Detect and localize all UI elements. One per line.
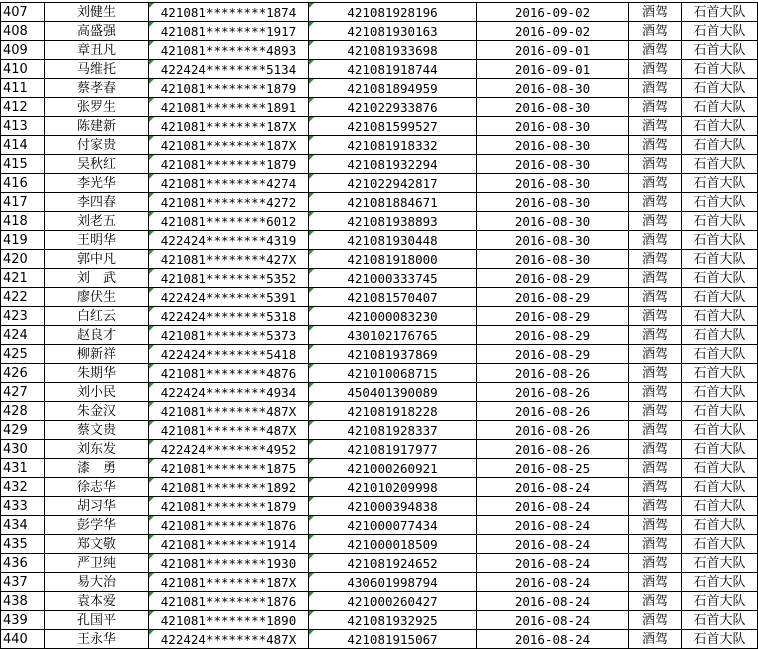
violation-type-cell[interactable]: 酒驾 [629,231,682,250]
unit-cell[interactable]: 石首大队 [682,98,758,117]
license-number-cell[interactable]: 421081928337 [309,421,477,440]
license-number-cell[interactable]: 421081894959 [309,79,477,98]
row-number-cell[interactable]: 411 [1,79,45,98]
date-cell[interactable]: 2016-08-24 [477,554,629,573]
violation-type-cell[interactable]: 酒驾 [629,269,682,288]
violation-type-cell[interactable]: 酒驾 [629,402,682,421]
license-number-cell[interactable]: 421000018509 [309,535,477,554]
date-cell[interactable]: 2016-08-24 [477,573,629,592]
name-cell[interactable]: 蔡文贵 [45,421,149,440]
id-number-cell[interactable]: 421081********1892 [149,478,309,497]
table-row [1,440,758,459]
row-number-cell[interactable]: 436 [1,554,45,573]
date-cell[interactable]: 2016-08-24 [477,592,629,611]
unit-cell[interactable]: 石首大队 [682,592,758,611]
id-number-cell[interactable]: 421081********1875 [149,459,309,478]
table-row [1,136,758,155]
license-number-cell[interactable]: 421081930448 [309,231,477,250]
table-row [1,516,758,535]
name-cell[interactable]: 袁本爱 [45,592,149,611]
name-cell[interactable]: 孔国平 [45,611,149,630]
row-number-cell[interactable]: 438 [1,592,45,611]
date-cell[interactable]: 2016-08-30 [477,155,629,174]
name-cell[interactable]: 陈建新 [45,117,149,136]
date-cell[interactable]: 2016-08-29 [477,288,629,307]
date-cell[interactable]: 2016-08-29 [477,269,629,288]
name-cell[interactable]: 郑文敬 [45,535,149,554]
id-number-cell[interactable]: 421081********5373 [149,326,309,345]
violation-type-cell[interactable]: 酒驾 [629,155,682,174]
row-number-cell[interactable]: 435 [1,535,45,554]
id-number-cell[interactable]: 422424********5391 [149,288,309,307]
name-cell[interactable]: 高盛强 [45,22,149,41]
violation-type-cell[interactable]: 酒驾 [629,592,682,611]
violation-type-cell[interactable]: 酒驾 [629,212,682,231]
unit-cell[interactable]: 石首大队 [682,3,758,22]
unit-cell[interactable]: 石首大队 [682,231,758,250]
id-number-cell[interactable]: 421081********4274 [149,174,309,193]
row-number-cell[interactable]: 430 [1,440,45,459]
table-row [1,573,758,592]
row-number-cell[interactable]: 426 [1,364,45,383]
license-number-cell[interactable]: 421081918228 [309,402,477,421]
row-number-cell[interactable]: 409 [1,41,45,60]
license-number-cell[interactable]: 421081884671 [309,193,477,212]
date-cell[interactable]: 2016-08-30 [477,250,629,269]
id-number-cell[interactable]: 421081********1917 [149,22,309,41]
unit-cell[interactable]: 石首大队 [682,383,758,402]
name-cell[interactable]: 刘健生 [45,3,149,22]
date-cell[interactable]: 2016-08-26 [477,383,629,402]
table-row [1,592,758,611]
unit-cell[interactable]: 石首大队 [682,459,758,478]
unit-cell[interactable]: 石首大队 [682,535,758,554]
id-number-cell[interactable]: 422424********4934 [149,383,309,402]
violation-type-cell[interactable]: 酒驾 [629,60,682,79]
table-row [1,193,758,212]
name-cell[interactable]: 郭中凡 [45,250,149,269]
table-row [1,117,758,136]
violation-type-cell[interactable]: 酒驾 [629,79,682,98]
unit-cell[interactable]: 石首大队 [682,212,758,231]
license-number-cell[interactable]: 421000333745 [309,269,477,288]
unit-cell[interactable]: 石首大队 [682,364,758,383]
violation-type-cell[interactable]: 酒驾 [629,117,682,136]
name-cell[interactable]: 蔡孝春 [45,79,149,98]
license-number-cell[interactable]: 421022942817 [309,174,477,193]
row-number-cell[interactable]: 440 [1,630,45,649]
id-number-cell[interactable]: 422424********487X [149,630,309,649]
license-number-cell[interactable]: 450401390089 [309,383,477,402]
table-row [1,478,758,497]
date-cell[interactable]: 2016-08-30 [477,193,629,212]
table-row [1,22,758,41]
date-cell[interactable]: 2016-08-30 [477,136,629,155]
table-row [1,497,758,516]
license-number-cell[interactable]: 421000260427 [309,592,477,611]
row-number-cell[interactable]: 432 [1,478,45,497]
date-cell[interactable]: 2016-08-24 [477,497,629,516]
name-cell[interactable]: 漆 勇 [45,459,149,478]
date-cell[interactable]: 2016-09-01 [477,41,629,60]
unit-cell[interactable]: 石首大队 [682,307,758,326]
violation-type-cell[interactable]: 酒驾 [629,22,682,41]
violation-type-cell[interactable]: 酒驾 [629,326,682,345]
unit-cell[interactable]: 石首大队 [682,402,758,421]
unit-cell[interactable]: 石首大队 [682,554,758,573]
name-cell[interactable]: 柳新祥 [45,345,149,364]
table-row [1,174,758,193]
name-cell[interactable]: 胡习华 [45,497,149,516]
row-number-cell[interactable]: 420 [1,250,45,269]
spreadsheet-table [0,2,758,649]
date-cell[interactable]: 2016-08-24 [477,516,629,535]
row-number-cell[interactable]: 423 [1,307,45,326]
row-number-cell[interactable]: 408 [1,22,45,41]
name-cell[interactable]: 严卫纯 [45,554,149,573]
violation-type-cell[interactable]: 酒驾 [629,307,682,326]
table-row [1,459,758,478]
table-row [1,383,758,402]
row-number-cell[interactable]: 428 [1,402,45,421]
violation-type-cell[interactable]: 酒驾 [629,459,682,478]
name-cell[interactable]: 廖伏生 [45,288,149,307]
unit-cell[interactable]: 石首大队 [682,440,758,459]
violation-type-cell[interactable]: 酒驾 [629,41,682,60]
table-row [1,98,758,117]
date-cell[interactable]: 2016-08-26 [477,421,629,440]
license-number-cell[interactable]: 421000077434 [309,516,477,535]
date-cell[interactable]: 2016-08-29 [477,307,629,326]
row-number-cell[interactable]: 422 [1,288,45,307]
unit-cell[interactable]: 石首大队 [682,136,758,155]
violation-type-cell[interactable]: 酒驾 [629,364,682,383]
violation-type-cell[interactable]: 酒驾 [629,535,682,554]
license-number-cell[interactable]: 421081938893 [309,212,477,231]
unit-cell[interactable]: 石首大队 [682,630,758,649]
unit-cell[interactable]: 石首大队 [682,60,758,79]
name-cell[interactable]: 马维托 [45,60,149,79]
name-cell[interactable]: 刘小民 [45,383,149,402]
violation-type-cell[interactable]: 酒驾 [629,288,682,307]
name-cell[interactable]: 彭学华 [45,516,149,535]
date-cell[interactable]: 2016-08-30 [477,79,629,98]
violation-type-cell[interactable]: 酒驾 [629,440,682,459]
id-number-cell[interactable]: 421081********487X [149,402,309,421]
id-number-cell[interactable]: 421081********1879 [149,497,309,516]
id-number-cell[interactable]: 421081********4893 [149,41,309,60]
date-cell[interactable]: 2016-08-25 [477,459,629,478]
row-number-cell[interactable]: 416 [1,174,45,193]
table-row [1,250,758,269]
table-row [1,231,758,250]
license-number-cell[interactable]: 421000083230 [309,307,477,326]
date-cell[interactable]: 2016-08-24 [477,478,629,497]
violation-type-cell[interactable]: 酒驾 [629,497,682,516]
license-number-cell[interactable]: 421000260921 [309,459,477,478]
table-row [1,345,758,364]
date-cell[interactable]: 2016-08-30 [477,174,629,193]
id-number-cell[interactable]: 421081********1890 [149,611,309,630]
id-number-cell[interactable]: 421081********1876 [149,592,309,611]
date-cell[interactable]: 2016-09-01 [477,60,629,79]
table-row [1,421,758,440]
table-row [1,307,758,326]
unit-cell[interactable]: 石首大队 [682,174,758,193]
row-number-cell[interactable]: 410 [1,60,45,79]
unit-cell[interactable]: 石首大队 [682,193,758,212]
table-row [1,611,758,630]
id-number-cell[interactable]: 421081********4272 [149,193,309,212]
unit-cell[interactable]: 石首大队 [682,573,758,592]
date-cell[interactable]: 2016-09-02 [477,22,629,41]
unit-cell[interactable]: 石首大队 [682,22,758,41]
violation-type-cell[interactable]: 酒驾 [629,136,682,155]
name-cell[interactable]: 易大治 [45,573,149,592]
name-cell[interactable]: 付家贵 [45,136,149,155]
license-number-cell[interactable]: 430601998794 [309,573,477,592]
violation-type-cell[interactable]: 酒驾 [629,3,682,22]
license-number-cell[interactable]: 421010209998 [309,478,477,497]
violation-type-cell[interactable]: 酒驾 [629,250,682,269]
unit-cell[interactable]: 石首大队 [682,516,758,535]
table-row [1,535,758,554]
id-number-cell[interactable]: 421081********1879 [149,155,309,174]
license-number-cell[interactable]: 421081599527 [309,117,477,136]
unit-cell[interactable]: 石首大队 [682,497,758,516]
row-number-cell[interactable]: 414 [1,136,45,155]
name-cell[interactable]: 吴秋红 [45,155,149,174]
violation-type-cell[interactable]: 酒驾 [629,174,682,193]
license-number-cell[interactable]: 421081930163 [309,22,477,41]
row-number-cell[interactable]: 421 [1,269,45,288]
name-cell[interactable]: 张罗生 [45,98,149,117]
date-cell[interactable]: 2016-08-30 [477,117,629,136]
violation-type-cell[interactable]: 酒驾 [629,516,682,535]
row-number-cell[interactable]: 431 [1,459,45,478]
unit-cell[interactable]: 石首大队 [682,41,758,60]
license-number-cell[interactable]: 421081915067 [309,630,477,649]
row-number-cell[interactable]: 419 [1,231,45,250]
id-number-cell[interactable]: 421081********187X [149,573,309,592]
name-cell[interactable]: 王明华 [45,231,149,250]
id-number-cell[interactable]: 422424********5418 [149,345,309,364]
name-cell[interactable]: 刘 武 [45,269,149,288]
table-body [1,3,758,649]
unit-cell[interactable]: 石首大队 [682,478,758,497]
table-row [1,212,758,231]
table-row [1,554,758,573]
name-cell[interactable]: 王永华 [45,630,149,649]
unit-cell[interactable]: 石首大队 [682,117,758,136]
license-number-cell[interactable]: 421081933698 [309,41,477,60]
date-cell[interactable]: 2016-08-26 [477,364,629,383]
license-number-cell[interactable]: 421081918744 [309,60,477,79]
violation-type-cell[interactable]: 酒驾 [629,383,682,402]
date-cell[interactable]: 2016-08-29 [477,326,629,345]
table-row [1,41,758,60]
violation-type-cell[interactable]: 酒驾 [629,478,682,497]
date-cell[interactable]: 2016-08-24 [477,630,629,649]
unit-cell[interactable]: 石首大队 [682,326,758,345]
unit-cell[interactable]: 石首大队 [682,611,758,630]
license-number-cell[interactable]: 421081917977 [309,440,477,459]
id-number-cell[interactable]: 422424********5318 [149,307,309,326]
id-number-cell[interactable]: 421081********187X [149,136,309,155]
license-number-cell[interactable]: 421081928196 [309,3,477,22]
name-cell[interactable]: 李光华 [45,174,149,193]
license-number-cell[interactable]: 421000394838 [309,497,477,516]
name-cell[interactable]: 刘东发 [45,440,149,459]
violation-type-cell[interactable]: 酒驾 [629,98,682,117]
table-row [1,269,758,288]
table-row [1,402,758,421]
id-number-cell[interactable]: 421081********427X [149,250,309,269]
name-cell[interactable]: 刘老五 [45,212,149,231]
date-cell[interactable]: 2016-08-24 [477,611,629,630]
table-row [1,3,758,22]
row-number-cell[interactable]: 418 [1,212,45,231]
id-number-cell[interactable]: 421081********4876 [149,364,309,383]
row-number-cell[interactable]: 407 [1,3,45,22]
row-number-cell[interactable]: 425 [1,345,45,364]
table-row [1,364,758,383]
license-number-cell[interactable]: 421022933876 [309,98,477,117]
violation-type-cell[interactable]: 酒驾 [629,611,682,630]
unit-cell[interactable]: 石首大队 [682,250,758,269]
unit-cell[interactable]: 石首大队 [682,155,758,174]
id-number-cell[interactable]: 421081********1891 [149,98,309,117]
date-cell[interactable]: 2016-08-26 [477,440,629,459]
date-cell[interactable]: 2016-08-30 [477,212,629,231]
violation-type-cell[interactable]: 酒驾 [629,630,682,649]
id-number-cell[interactable]: 421081********1914 [149,535,309,554]
license-number-cell[interactable]: 421081918000 [309,250,477,269]
name-cell[interactable]: 徐志华 [45,478,149,497]
license-number-cell[interactable]: 421081570407 [309,288,477,307]
name-cell[interactable]: 朱金汉 [45,402,149,421]
id-number-cell[interactable]: 421081********187X [149,117,309,136]
license-number-cell[interactable]: 421081932925 [309,611,477,630]
id-number-cell[interactable]: 421081********1930 [149,554,309,573]
table-row [1,60,758,79]
id-number-cell[interactable]: 422424********4319 [149,231,309,250]
row-number-cell[interactable]: 429 [1,421,45,440]
row-number-cell[interactable]: 413 [1,117,45,136]
license-number-cell[interactable]: 421081937869 [309,345,477,364]
date-cell[interactable]: 2016-08-26 [477,402,629,421]
date-cell[interactable]: 2016-08-24 [477,535,629,554]
unit-cell[interactable]: 石首大队 [682,79,758,98]
violation-type-cell[interactable]: 酒驾 [629,573,682,592]
name-cell[interactable]: 朱期华 [45,364,149,383]
id-number-cell[interactable]: 421081********1876 [149,516,309,535]
row-number-cell[interactable]: 417 [1,193,45,212]
name-cell[interactable]: 章丑凡 [45,41,149,60]
row-number-cell[interactable]: 412 [1,98,45,117]
date-cell[interactable]: 2016-09-02 [477,3,629,22]
unit-cell[interactable]: 石首大队 [682,421,758,440]
name-cell[interactable]: 白红云 [45,307,149,326]
id-number-cell[interactable]: 421081********1879 [149,79,309,98]
date-cell[interactable]: 2016-08-29 [477,345,629,364]
row-number-cell[interactable]: 433 [1,497,45,516]
violation-type-cell[interactable]: 酒驾 [629,554,682,573]
name-cell[interactable]: 赵良才 [45,326,149,345]
row-number-cell[interactable]: 427 [1,383,45,402]
unit-cell[interactable]: 石首大队 [682,269,758,288]
name-cell[interactable]: 李四春 [45,193,149,212]
row-number-cell[interactable]: 434 [1,516,45,535]
row-number-cell[interactable]: 415 [1,155,45,174]
license-number-cell[interactable]: 421081918332 [309,136,477,155]
table-row [1,79,758,98]
license-number-cell[interactable]: 421010068715 [309,364,477,383]
table-row [1,155,758,174]
table-row [1,326,758,345]
table-row [1,288,758,307]
date-cell[interactable]: 2016-08-30 [477,231,629,250]
id-number-cell[interactable]: 421081********487X [149,421,309,440]
id-number-cell[interactable]: 421081********1874 [149,3,309,22]
license-number-cell[interactable]: 421081924652 [309,554,477,573]
row-number-cell[interactable]: 424 [1,326,45,345]
unit-cell[interactable]: 石首大队 [682,345,758,364]
date-cell[interactable]: 2016-08-30 [477,98,629,117]
id-number-cell[interactable]: 421081********6012 [149,212,309,231]
violation-type-cell[interactable]: 酒驾 [629,193,682,212]
table-row [1,630,758,649]
id-number-cell[interactable]: 422424********5134 [149,60,309,79]
unit-cell[interactable]: 石首大队 [682,288,758,307]
row-number-cell[interactable]: 437 [1,573,45,592]
id-number-cell[interactable]: 421081********5352 [149,269,309,288]
license-number-cell[interactable]: 421081932294 [309,155,477,174]
id-number-cell[interactable]: 422424********4952 [149,440,309,459]
violation-type-cell[interactable]: 酒驾 [629,421,682,440]
violation-type-cell[interactable]: 酒驾 [629,345,682,364]
license-number-cell[interactable]: 430102176765 [309,326,477,345]
row-number-cell[interactable]: 439 [1,611,45,630]
